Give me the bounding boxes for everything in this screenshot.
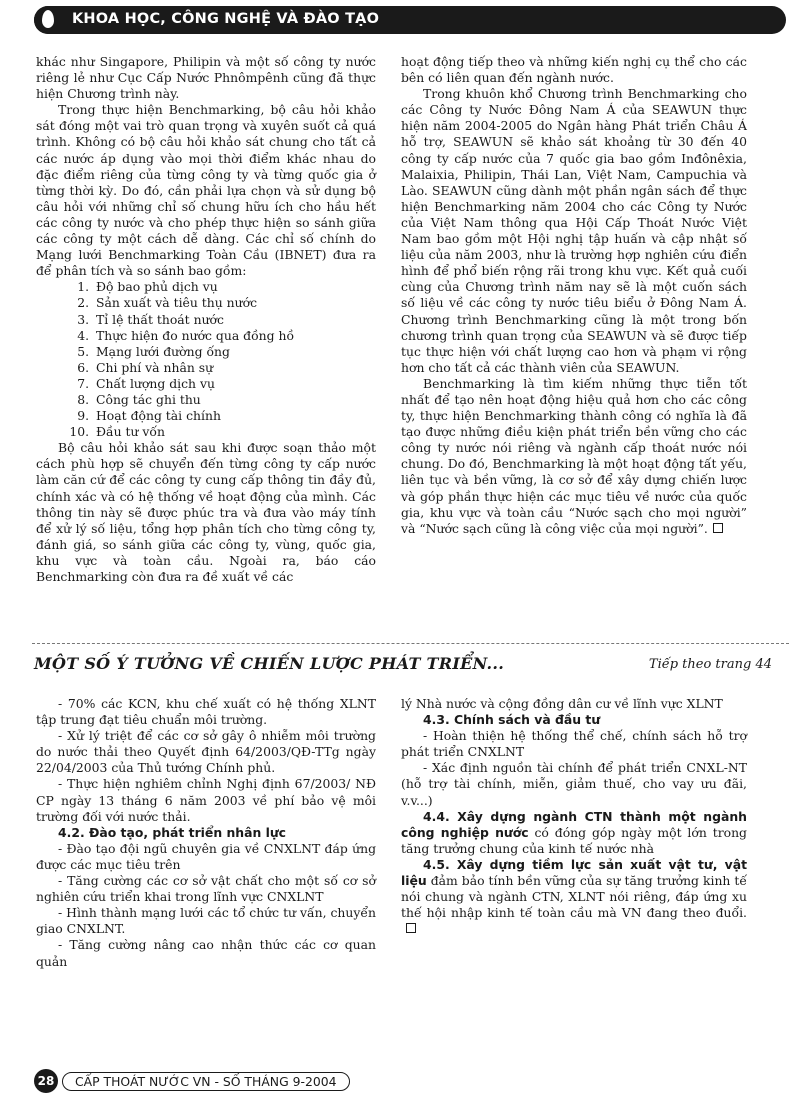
paragraph: - 70% các KCN, khu chế xuất có hệ thống XLNT tập trung đạt tiêu chuẩn môi trường. xyxy=(36,696,376,728)
bottom-right-column xyxy=(401,696,747,937)
paragraph: - Hình thành mạng lưới các tổ chức tư vấn, chuyển giao CNXLNT. xyxy=(36,905,376,937)
section-divider xyxy=(32,643,789,644)
list-item: 10. Đầu tư vốn xyxy=(93,424,376,440)
paragraph: hoạt động tiếp theo và những kiến nghị cụ thể cho các bên có liên quan đến ngành nước. xyxy=(401,54,747,86)
subheading-inline: 4.4. Xây dựng ngành CTN thành một ngành công nghiệp nước xyxy=(401,808,747,840)
paragraph xyxy=(401,857,747,937)
paragraph-text: có đóng góp ngày một lớn trong tăng trưởng chung của kinh tế nước nhà xyxy=(401,824,747,856)
list-item: 6. Chi phí và nhân sự xyxy=(93,360,376,376)
paragraph: - Xử lý triệt để các cơ sở gây ô nhiễm môi trường do nước thải theo Quyết định 64/2003/QĐ-TTg ngày 22/04/2003 của Thủ tướng Chính phủ. xyxy=(36,728,376,776)
indicator-list xyxy=(36,279,376,440)
subheading: 4.3. Chính sách và đầu tư xyxy=(423,712,601,728)
list-item: 7. Chất lượng dịch vụ xyxy=(93,376,376,392)
list-item: 2. Sản xuất và tiêu thụ nước xyxy=(93,295,376,311)
paragraph: - Đào tạo đội ngũ chuyên gia về CNXLNT đáp ứng được các mục tiêu trên xyxy=(36,840,376,872)
list-item: 1. Độ bao phủ dịch vụ xyxy=(93,279,376,295)
page-footer xyxy=(34,1069,350,1093)
list-item: 3. Tỉ lệ thất thoát nước xyxy=(93,312,376,328)
top-left-column xyxy=(36,54,376,585)
list-item: 4. Thực hiện đo nước qua đồng hồ xyxy=(93,328,376,344)
subheading: 4.2. Đào tạo, phát triển nhân lực xyxy=(58,824,287,840)
paragraph: - Tăng cường nâng cao nhận thức các cơ quan quản xyxy=(36,937,376,969)
water-drop-icon xyxy=(34,6,62,34)
continued-note: Tiếp theo trang 44 xyxy=(648,657,772,672)
section-title: MỘT SỐ Ý TƯỞNG VỀ CHIẾN LƯỢC PHÁT TRIỂN... xyxy=(34,654,505,673)
paragraph xyxy=(401,809,747,857)
paragraph: Trong thực hiện Benchmarking, bộ câu hỏi khảo sát đóng một vai trò quan trọng và xuyên suốt cả quá trình. Không có bộ câu hỏi khảo sát chung cho tất cả các nước áp dụng vào mọi thời điểm khác nhau do đặc điểm riêng của từng công ty và từng quốc gia ở từng thời kỳ. Do đó, cần phải lựa chọn và sử dụng bộ câu hỏi với những chỉ số chung hữu ích cho hầu hết các công ty nước và cho phép thực hiện so sánh giữa các công ty một cách dễ dàng. Các chỉ số chính do Mạng lưới Benchmarking Toàn Cầu (IBNET) đưa ra để phân tích và so sánh bao gồm: xyxy=(36,102,376,279)
paragraph: khác như Singapore, Philipin và một số công ty nước riêng lẻ như Cục Cấp Nước Phnômpênh cũng đã thực hiện Chương trình này. xyxy=(36,54,376,102)
paragraph: - Tăng cường các cơ sở vật chất cho một số cơ sở nghiên cứu triển khai trong lĩnh vực CNXLNT xyxy=(36,873,376,905)
subheading-inline: 4.5. Xây dựng tiềm lực sản xuất vật tư, vật liệu xyxy=(401,856,747,889)
paragraph: - Xác định nguồn tài chính để phát triển CNXL-NT (hỗ trợ tài chính, miễn, giảm thuế, cho vay ưu đãi, v.v...) xyxy=(401,760,747,808)
paragraph: lý Nhà nước và cộng đồng dân cư về lĩnh vực XLNT xyxy=(401,696,723,711)
paragraph-text: Benchmarking là tìm kiếm những thực tiễn tốt nhất để tạo nên hoạt động hiệu quả hơn cho các công ty, thực hiện Benchmarking thành công có nghĩa là đã tạo được những điều kiện phát triển bền vững cho các công ty nước nói riêng và ngành cấp thoát nước nói chung. Do đó, Benchmarking là một hoạt động tất yếu, liên tục và bền vững, là cơ sở để xây dựng chiến lược và góp phần thực hiện các mục tiêu về nước của quốc gia, khu vực và toàn cầu “Nước sạch cho mọi người” và “Nước sạch cũng là công việc của mọi người”. xyxy=(401,375,747,536)
list-item: 9. Hoạt động tài chính xyxy=(93,408,376,424)
end-mark-icon xyxy=(713,523,723,533)
header-title: KHOA HỌC, CÔNG NGHỆ VÀ ĐÀO TẠO xyxy=(72,11,380,27)
paragraph: Bộ câu hỏi khảo sát sau khi được soạn thảo một cách phù hợp sẽ chuyển đến từng công ty cấp nước làm căn cứ để các công ty cung cấp thông tin đầy đủ, chính xác và có hệ thống về hoạt động của mình. Các thông tin này sẽ được phúc tra và đưa vào máy tính để xử lý số liệu, tổng hợp phân tích cho từng công ty, đánh giá, so sánh giữa các công ty, vùng, quốc gia, khu vực và toàn cầu. Ngoài ra, báo cáo Benchmarking còn đưa ra đề xuất về các xyxy=(36,440,376,584)
paragraph: - Hoàn thiện hệ thống thể chế, chính sách hỗ trợ phát triển CNXLNT xyxy=(401,728,747,760)
paragraph xyxy=(401,376,747,537)
end-mark-icon xyxy=(406,923,416,933)
list-item: 8. Công tác ghi thu xyxy=(93,392,376,408)
paragraph: - Thực hiện nghiêm chỉnh Nghị định 67/2003/ NĐ CP ngày 13 tháng 6 năm 2003 về phí bảo vệ môi trường đối với nước thải. xyxy=(36,776,376,824)
page-header xyxy=(34,6,786,34)
top-right-column xyxy=(401,54,747,537)
paragraph-text: đảm bảo tính bền vững của sự tăng trưởng kinh tế nói chung và ngành CTN, XLNT nói riêng, đáp ứng xu thế hội nhập kinh tế toàn cầu mà VN đang theo đuổi. xyxy=(401,873,747,921)
paragraph: Trong khuôn khổ Chương trình Benchmarking cho các Công ty Nước Đông Nam Á của SEAWUN thực hiện năm 2004-2005 do Ngân hàng Phát triển Châu Á hỗ trợ, SEAWUN sẽ khảo sát khoảng từ 30 đến 40 công ty cấp nước của 7 quốc gia bao gồm Inđônêxia, Malaixia, Philipin, Thái Lan, Việt Nam, Campuchia và Lào. SEAWUN cũng dành một phần ngân sách để thực hiện Benchmarking năm 2004 cho các Công ty Nước của Việt Nam thông qua Hội Cấp Thoát Nước Việt Nam bao gồm một Hội nghị tập huấn và cập nhật số liệu của năm 2003, như là trường hợp nghiên cứu điển hình để phổ biến rộng rãi trong khu vực. Kết quả cuối cùng của Chương trình năm nay sẽ là một cuốn sách số liệu về các công ty nước tiêu biểu ở Đông Nam Á. Chương trình Benchmarking cũng là một trong bốn chương trình quan trọng của SEAWUN và sẽ được tiếp tục thực hiện với chất lượng cao hơn và phạm vi rộng hơn cho tất cả các thành viên của SEAWUN. xyxy=(401,86,747,375)
page-number: 28 xyxy=(34,1069,58,1093)
bottom-left-column xyxy=(36,696,376,970)
list-item: 5. Mạng lưới đường ống xyxy=(93,344,376,360)
footer-title: CẤP THOÁT NƯỚC VN - SỐ THÁNG 9-2004 xyxy=(62,1072,350,1091)
